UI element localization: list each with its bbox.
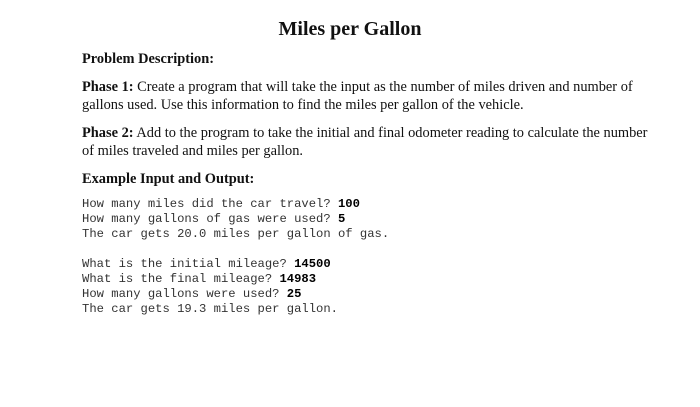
phase-1-paragraph [82,78,662,114]
phase-1-label: Phase 1: [82,79,134,95]
phase-2-paragraph [82,124,662,160]
page-title: Miles per Gallon [278,18,422,40]
console-prompt: What is the final mileage? [82,272,280,286]
phase-2-text: Add to the program to take the initial and final odometer reading to calculate the number of miles traveled and miles per gallon. [82,125,648,159]
console-input-value: 25 [286,287,302,301]
example-1-block [82,197,662,242]
phase-1-text: Create a program that will take the input as the number of miles driven and number of gallons used. Use this information to find the miles per gallon of the vehicle. [82,79,633,113]
console-input-value: 14500 [294,257,331,271]
console-line [82,302,662,317]
console-line [82,287,662,302]
problem-description-heading: Problem Description: [82,51,215,67]
console-prompt: The car gets 20.0 miles per gallon of gas. [82,227,390,241]
console-line [82,197,662,212]
console-line [82,257,662,272]
phase-2-label: Phase 2: [82,125,134,141]
console-prompt: What is the initial mileage? [82,257,295,271]
console-prompt: How many gallons of gas were used? [82,212,338,226]
console-input-value: 5 [337,212,346,226]
console-line [82,272,662,287]
console-line [82,227,662,242]
console-prompt: How many miles did the car travel? [82,197,338,211]
console-input-value: 14983 [279,272,317,286]
console-prompt: How many gallons were used? [82,287,287,301]
example-heading: Example Input and Output: [82,171,255,187]
console-line [82,212,662,227]
document-body [82,50,662,317]
console-prompt: The car gets 19.3 miles per gallon. [82,302,338,316]
spacer [82,242,662,257]
example-2-block [82,257,662,317]
console-input-value: 100 [337,197,360,211]
example-output [82,197,662,317]
